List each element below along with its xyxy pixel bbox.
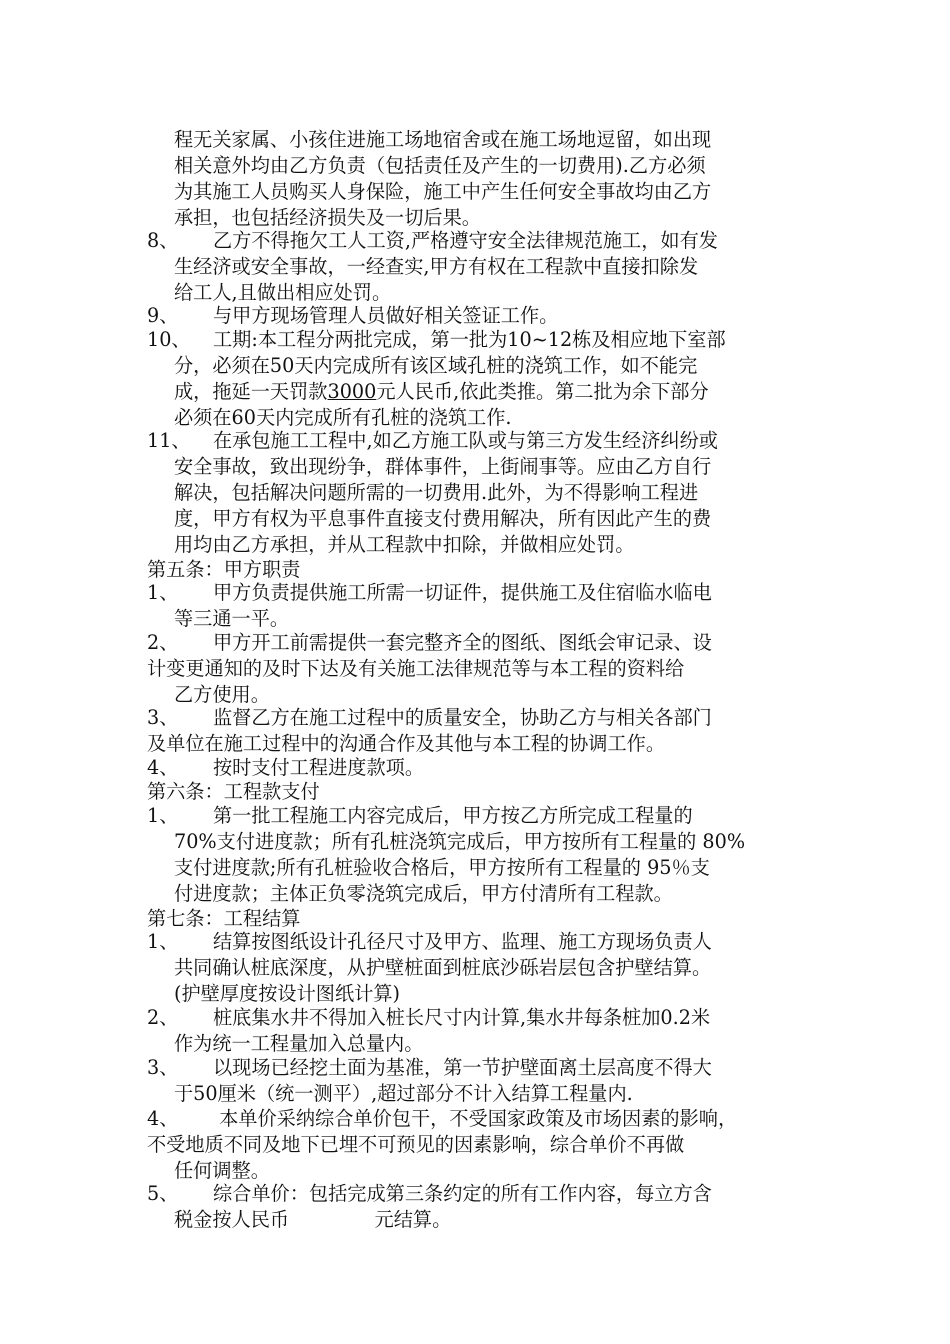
paragraph-line: 安全事故，致出现纷争，群体事件，上街闹事等。应由乙方自行 — [174, 455, 712, 478]
paragraph-line: 必须在60天内完成所有孔桩的浇筑工作. — [174, 406, 512, 429]
list-item-1: 1、 结算按图纸设计孔径尺寸及甲方、监理、施工方现场负责人 — [147, 930, 712, 953]
list-number: 1、 — [147, 804, 179, 827]
list-item-4: 4、 按时支付工程进度款项。 — [147, 756, 425, 779]
list-item-3: 3、 以现场已经挖土面为基准，第一节护壁面离土层高度不得大 — [147, 1056, 712, 1079]
paragraph-line: 分，必须在50天内完成所有该区域孔桩的浇筑工作，如不能完 — [174, 354, 698, 377]
paragraph-line: 税金按人民币 元结算。 — [174, 1208, 452, 1231]
list-item-2: 2、 桩底集水井不得加入桩长尺寸内计算,集水井每条桩加0.2米 — [147, 1006, 711, 1029]
paragraph-line: 共同确认桩底深度，从护壁桩面到桩底沙砾岩层包含护壁结算。 — [174, 956, 712, 979]
paragraph-line: 给工人,且做出相应处罚。 — [174, 281, 392, 304]
list-item-2: 2、 甲方开工前需提供一套完整齐全的图纸、图纸会审记录、设 — [147, 631, 712, 654]
list-item-1: 1、 第一批工程施工内容完成后，甲方按乙方所完成工程量的 — [147, 804, 693, 827]
paragraph-line: 作为统一工程量加入总量内。 — [174, 1032, 424, 1055]
section-heading-7: 第七条：工程结算 — [147, 907, 301, 930]
paragraph-line: 乙方使用。 — [174, 683, 270, 706]
paragraph-line: 70%支付进度款；所有孔桩浇筑完成后，甲方按所有工程量的 80% — [174, 830, 746, 853]
list-item-10: 10、 工期:本工程分两批完成，第一批为10~12栋及相应地下室部 — [147, 328, 726, 351]
paragraph-line: 程无关家属、小孩住进施工场地宿舍或在施工场地逗留，如出现 — [174, 128, 712, 151]
paragraph-line: 为其施工人员购买人身保险，施工中产生任何安全事故均由乙方 — [174, 180, 712, 203]
paragraph-line: 承担，也包括经济损失及一切后果。 — [174, 206, 481, 229]
paragraph-line: 生经济或安全事故，一经查实,甲方有权在工程款中直接扣除发 — [174, 255, 699, 278]
paragraph-line: (护壁厚度按设计图纸计算) — [174, 982, 401, 1005]
list-number: 3、 — [147, 706, 179, 729]
list-number: 5、 — [147, 1182, 179, 1205]
list-item-9: 9、 与甲方现场管理人员做好相关签证工作。 — [147, 304, 559, 327]
list-number: 2、 — [147, 1006, 179, 1029]
list-item-1: 1、 甲方负责提供施工所需一切证件，提供施工及住宿临水临电 — [147, 581, 712, 604]
list-number: 2、 — [147, 631, 179, 654]
list-number: 3、 — [147, 1056, 179, 1079]
list-item-4: 4、 本单价采纳综合单价包干，不受国家政策及市场因素的影响， — [147, 1107, 738, 1130]
list-number: 10、 — [147, 328, 191, 351]
list-item-8: 8、 乙方不得拖欠工人工资,严格遵守安全法律规范施工，如有发 — [147, 229, 718, 252]
paragraph-line: 计变更通知的及时下达及有关施工法律规范等与本工程的资料给 — [147, 657, 685, 680]
list-number: 1、 — [147, 581, 179, 604]
paragraph-line: 支付进度款;所有孔桩验收合格后，甲方按所有工程量的 95％支 — [174, 856, 710, 879]
list-item-5: 5、 综合单价：包括完成第三条约定的所有工作内容，每立方含 — [147, 1182, 712, 1205]
paragraph-line: 解决，包括解决问题所需的一切费用.此外，为不得影响工程进 — [174, 481, 699, 504]
list-number: 1、 — [147, 930, 179, 953]
list-number: 4、 — [147, 1107, 179, 1130]
list-number: 11、 — [147, 429, 191, 452]
paragraph-line: 成，拖延一天罚款3000元人民币,依此类推。第二批为余下部分 — [174, 380, 709, 403]
list-number: 4、 — [147, 756, 179, 779]
list-item-11: 11、 在承包施工工程中,如乙方施工队或与第三方发生经济纠纷或 — [147, 429, 718, 452]
list-number: 8、 — [147, 229, 179, 252]
paragraph-line: 任何调整。 — [174, 1159, 270, 1182]
paragraph-line: 于50厘米（统一测平）,超过部分不计入结算工程量内. — [174, 1082, 633, 1105]
paragraph-line: 等三通一平。 — [174, 607, 290, 630]
list-number: 9、 — [147, 304, 179, 327]
paragraph-line: 度，甲方有权为平息事件直接支付费用解决，所有因此产生的费 — [174, 507, 712, 530]
paragraph-line: 相关意外均由乙方负责（包括责任及产生的一切费用).乙方必须 — [174, 154, 706, 177]
section-heading-6: 第六条：工程款支付 — [147, 780, 320, 803]
paragraph-line: 付进度款；主体正负零浇筑完成后，甲方付清所有工程款。 — [174, 882, 673, 905]
list-item-3: 3、 监督乙方在施工过程中的质量安全，协助乙方与相关各部门 — [147, 706, 712, 729]
paragraph-line: 及单位在施工过程中的沟通合作及其他与本工程的协调工作。 — [147, 732, 666, 755]
section-heading-5: 第五条：甲方职责 — [147, 558, 301, 581]
paragraph-line: 不受地质不同及地下已埋不可预见的因素影响，综合单价不再做 — [147, 1133, 685, 1156]
penalty-amount: 3000 — [327, 380, 377, 403]
paragraph-line: 用均由乙方承担，并从工程款中扣除，并做相应处罚。 — [174, 533, 635, 556]
